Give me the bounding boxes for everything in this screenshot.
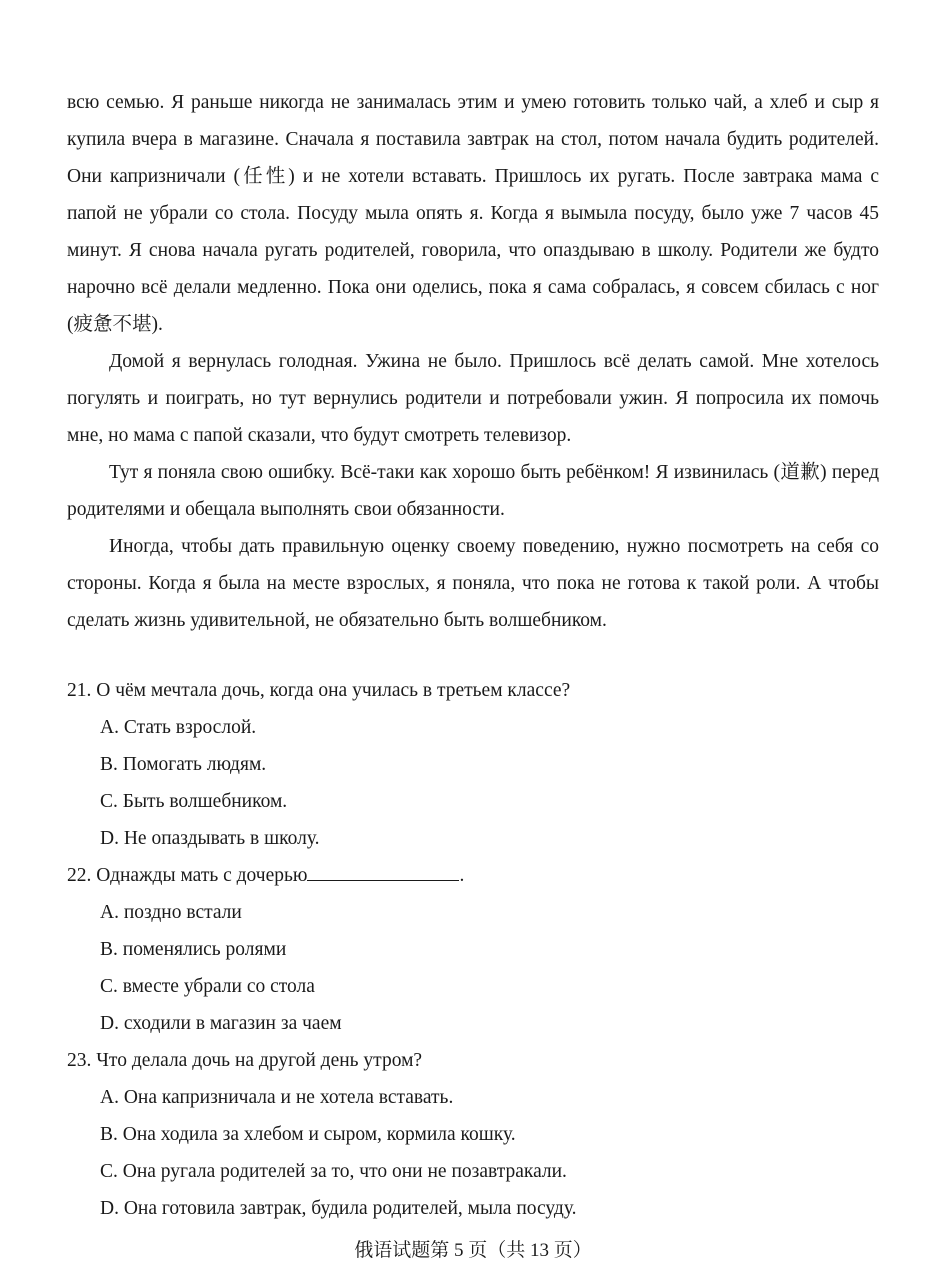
answer-blank (307, 860, 459, 881)
answer-option-d: D. сходили в магазин за чаем (100, 1013, 342, 1034)
answer-option-a: A. поздно встали (100, 902, 242, 923)
question-stem-end: . (459, 865, 465, 886)
question-stem: 23. Что делала дочь на другой день утром? (67, 1050, 423, 1071)
page-footer: 俄语试题第 5 页（共 13 页） (354, 1240, 592, 1261)
question-stem: 22. Однажды мать с дочерью (67, 865, 308, 886)
question-stem-line (67, 857, 879, 894)
question-22 (67, 857, 879, 1042)
question-list (67, 672, 879, 1227)
passage-paragraph: Иногда, чтобы дать правильную оценку своему поведению, нужно посмотреть на себя со стороны. Когда я была на месте взрослых, я поняла, что пока не готова к такой роли. А чтобы сделать жизнь удивительной, не обязательно быть волшебником. (67, 536, 879, 631)
answer-option-a: A. Она капризничала и не хотела вставать. (100, 1087, 454, 1108)
question-23 (67, 1042, 879, 1227)
answer-option-b: B. поменялись ролями (100, 939, 287, 960)
answer-option-a: A. Стать взрослой. (100, 717, 257, 738)
reading-passage (67, 84, 879, 639)
question-21 (67, 672, 879, 857)
answer-option-c: C. вместе убрали со стола (100, 976, 315, 997)
answer-option-d: D. Она готовила завтрак, будила родителей, мыла посуду. (100, 1198, 577, 1219)
passage-paragraph: Тут я поняла свою ошибку. Всё-таки как хорошо быть ребёнком! Я извинилась (道歉) перед родителями и обещала выполнять свои обязанности. (67, 462, 879, 520)
answer-option-b: B. Она ходила за хлебом и сыром, кормила кошку. (100, 1124, 516, 1145)
passage-paragraph: Домой я вернулась голодная. Ужина не было. Пришлось всё делать самой. Мне хотелось погулять и поиграть, но тут вернулись родители и потребовали ужин. Я попросила их помочь мне, но мама с папой сказали, что будут смотреть телевизор. (67, 351, 879, 446)
question-stem: 21. О чём мечтала дочь, когда она училась в третьем классе? (67, 680, 571, 701)
answer-option-d: D. Не опаздывать в школу. (100, 828, 320, 849)
answer-option-b: B. Помогать людям. (100, 754, 267, 775)
answer-option-c: C. Она ругала родителей за то, что они не позавтракали. (100, 1161, 567, 1182)
passage-paragraph: всю семью. Я раньше никогда не занималась этим и умею готовить только чай, а хлеб и сыр я купила вчера в магазине. Сначала я поставила завтрак на стол, потом начала будить родителей. Они капризничали (任性) и не хотели вставать. Пришлось их ругать. После завтрака мама с папой не убрали со стола. Посуду мыла опять я. Когда я вымыла посуду, было уже 7 часов 45 минут. Я снова начала ругать родителей, говорила, что опаздываю в школу. Родители же будто нарочно всё делали медленно. Пока они оделись, пока я сама собралась, я совсем сбилась с ног (疲惫不堪). (67, 92, 879, 335)
answer-option-c: C. Быть волшебником. (100, 791, 288, 812)
